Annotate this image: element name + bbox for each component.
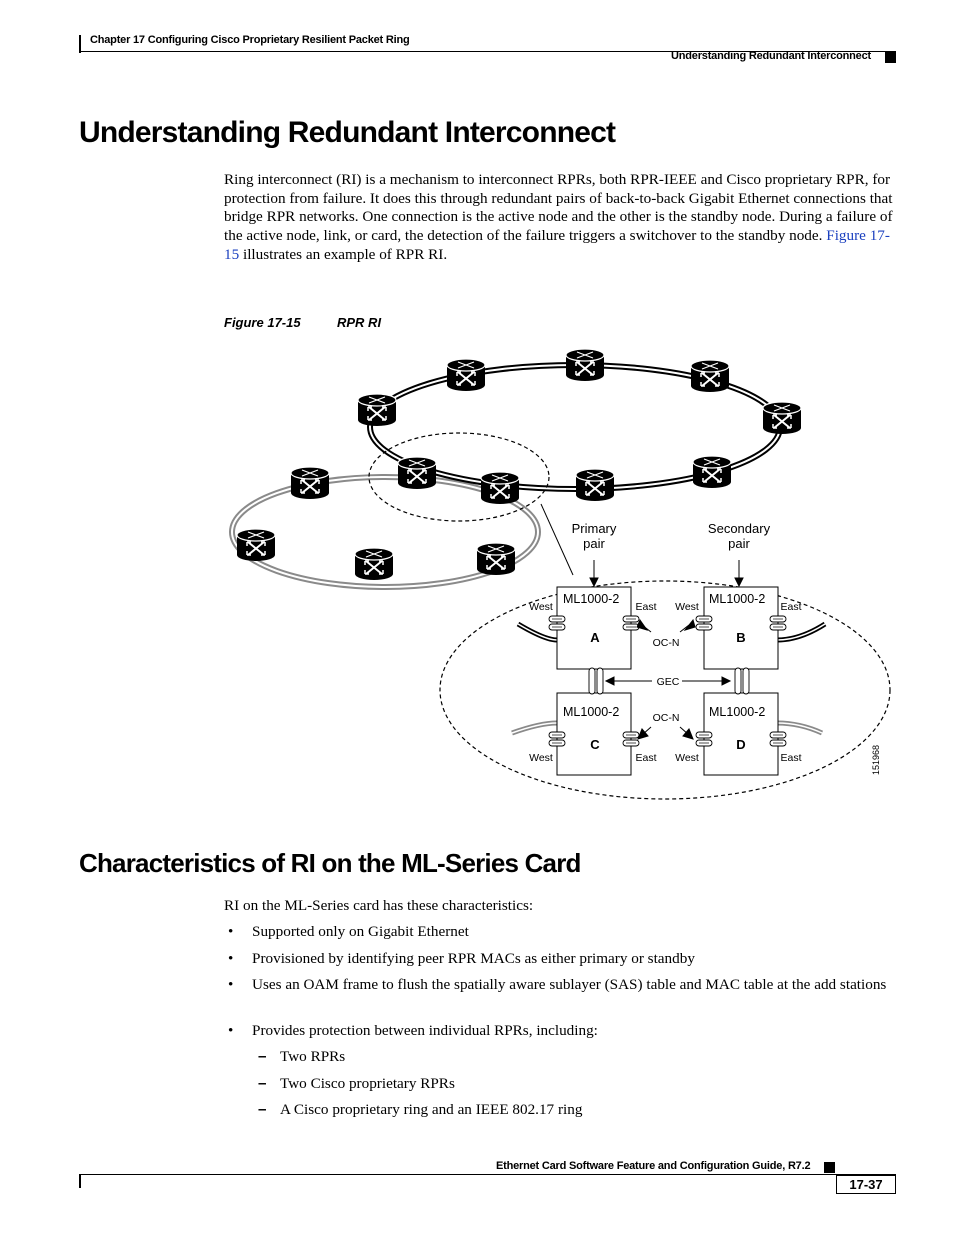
bullet-mark: • bbox=[228, 976, 234, 993]
characteristics-intro: RI on the ML-Series card has these characteristics: bbox=[224, 897, 534, 914]
bullet-mark: • bbox=[228, 923, 234, 940]
gec-label: GEC bbox=[656, 676, 680, 688]
node-b-model: ML1000-2 bbox=[709, 592, 766, 606]
router-icon bbox=[358, 394, 396, 426]
secondary-pair-label: Secondary bbox=[707, 521, 771, 536]
sub-list-item-text: A Cisco proprietary ring and an IEEE 802.17 ring bbox=[280, 1101, 583, 1118]
router-icon bbox=[481, 472, 519, 504]
callout-line bbox=[541, 504, 573, 575]
dash-mark: – bbox=[258, 1048, 267, 1065]
ocn-label-bottom: OC-N bbox=[652, 712, 680, 724]
figure-number: Figure 17-15 bbox=[224, 315, 301, 330]
router-icon bbox=[576, 469, 614, 501]
art-id: 151968 bbox=[871, 744, 881, 775]
node-a-letter: A bbox=[590, 630, 600, 645]
figure-title: RPR RI bbox=[337, 315, 382, 330]
secondary-pair-label-2: pair bbox=[728, 536, 750, 551]
node-c-model: ML1000-2 bbox=[563, 705, 620, 719]
header-chapter: Chapter 17 Configuring Cisco Proprietary Resilient Packet Ring bbox=[90, 34, 410, 46]
footer-square bbox=[824, 1162, 835, 1173]
node-d-model: ML1000-2 bbox=[709, 705, 766, 719]
node-a-model: ML1000-2 bbox=[563, 592, 620, 606]
east-label: East bbox=[780, 752, 802, 764]
footer-guide-title: Ethernet Card Software Feature and Configuration Guide, R7.2 bbox=[496, 1160, 811, 1172]
footer-rule bbox=[79, 1174, 896, 1175]
west-label: West bbox=[529, 752, 553, 764]
node-b-letter: B bbox=[736, 630, 746, 645]
intro-text: Ring interconnect (RI) is a mechanism to interconnect RPRs, both RPR-IEEE and Cisco proprietary RPR, for protection from failure. It does this through redundant pairs of back-to-back Gigabit Ethernet connections that bridge RPR networks. One connection is the active node and the other is the standby node. During a failure of the active node, link, or card, the detection of the failure triggers a switchover to the standby node. bbox=[224, 171, 893, 245]
node-d-letter: D bbox=[736, 737, 746, 752]
node-c-letter: C bbox=[590, 737, 600, 752]
intro-text-end: illustrates an example of RPR RI. bbox=[239, 245, 448, 263]
router-icon bbox=[477, 543, 515, 575]
dash-mark: – bbox=[258, 1101, 267, 1118]
west-label: West bbox=[529, 601, 553, 613]
bullet-mark: • bbox=[228, 950, 234, 967]
figure-link[interactable]: Figure 17-15 bbox=[224, 227, 890, 263]
header-section: Understanding Redundant Interconnect bbox=[671, 50, 871, 62]
list-item-text: Supported only on Gigabit Ethernet bbox=[252, 923, 469, 940]
list-item-text: Provides protection between individual RPRs, including: bbox=[252, 1022, 598, 1039]
footer-left-bar bbox=[79, 1174, 81, 1188]
page-number: 17-37 bbox=[849, 1177, 883, 1192]
list-item-text: Uses an OAM frame to flush the spatially aware sublayer (SAS) table and MAC table at the add stations bbox=[252, 976, 887, 993]
router-icon bbox=[566, 349, 604, 381]
detail-ellipse bbox=[440, 581, 890, 799]
router-icon bbox=[355, 548, 393, 580]
primary-pair-label-2: pair bbox=[583, 536, 605, 551]
dash-mark: – bbox=[258, 1075, 267, 1092]
sub-list-item-text: Two Cisco proprietary RPRs bbox=[280, 1075, 455, 1092]
ocn-label-top: OC-N bbox=[652, 637, 680, 649]
router-icon bbox=[763, 402, 801, 434]
router-icon bbox=[447, 359, 485, 391]
section-title-characteristics: Characteristics of RI on the ML-Series Card bbox=[79, 848, 581, 878]
router-icon bbox=[691, 360, 729, 392]
page-number-box bbox=[836, 1175, 896, 1194]
primary-pair-label: Primary bbox=[571, 521, 617, 536]
router-icon bbox=[291, 467, 329, 499]
router-icon bbox=[693, 456, 731, 488]
east-label: East bbox=[780, 601, 802, 613]
list-item-text: Provisioned by identifying peer RPR MACs as either primary or standby bbox=[252, 950, 695, 967]
west-label: West bbox=[675, 601, 699, 613]
sub-list-item-text: Two RPRs bbox=[280, 1048, 346, 1065]
bullet-mark: • bbox=[228, 1022, 234, 1039]
west-label: West bbox=[675, 752, 699, 764]
router-icon bbox=[237, 529, 275, 561]
router-icon bbox=[398, 457, 436, 489]
east-label: East bbox=[635, 601, 657, 613]
section-title-redundant-interconnect: Understanding Redundant Interconnect bbox=[79, 116, 616, 149]
east-label: East bbox=[635, 752, 657, 764]
